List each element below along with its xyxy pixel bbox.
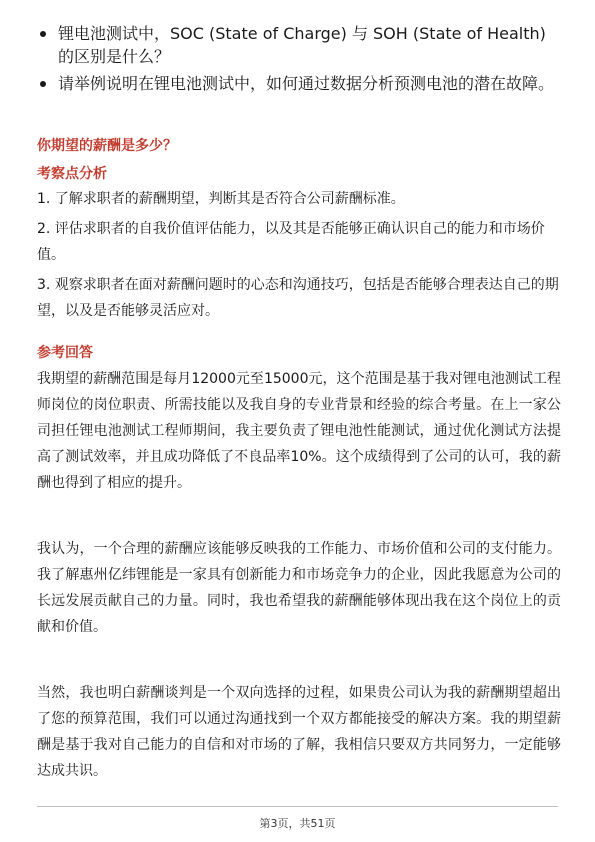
point-item: 1. 了解求职者的薪酬期望，判断其是否符合公司薪酬标准。 [37, 191, 405, 207]
bullet-dot-icon [40, 81, 46, 87]
answer-paragraph: 我期望的薪酬范围是每月12000元至15000元，这个范围是基于我对锂电池测试工程师岗位的岗位职责、所需技能以及我自身的专业背景和经验的综合考量。在上一家公司担任锂电池测试工程师期间，我主要负责了锂电池性能测试，通过优化测试方法提高了测试效率，并且成功降低了不良品率10%。这个成绩得到了公司的认可，我的薪酬也得到了相应的提升。 [37, 371, 561, 491]
bullet-text: 锂电池测试中，SOC (State of Charge) 与 SOH (State of Health) 的区别是什么？ [58, 24, 546, 66]
points-heading: 考察点分析 [37, 166, 107, 182]
answer-heading: 参考回答 [37, 345, 93, 361]
answer-paragraph: 我认为，一个合理的薪酬应该能够反映我的工作能力、市场价值和公司的支付能力。我了解惠州亿纬锂能是一家具有创新能力和市场竞争力的企业，因此我愿意为公司的长远发展贡献自己的力量。同时，我也希望我的薪酬能够体现出我在这个岗位上的贡献和价值。 [37, 541, 561, 635]
answer-paragraph: 当然，我也明白薪酬谈判是一个双向选择的过程，如果贵公司认为我的薪酬期望超出了您的预算范围，我们可以通过沟通找到一个双方都能接受的解决方案。我的期望薪酬是基于我对自己能力的自信和对市场的了解，我相信只要双方共同努力，一定能够达成共识。 [37, 685, 561, 779]
bullet-item [37, 72, 563, 95]
point-item: 2. 评估求职者的自我价值评估能力，以及其是否能够正确认识自己的能力和市场价值。 [37, 221, 545, 263]
bullet-dot-icon [40, 31, 46, 37]
question-title: 你期望的薪酬是多少？ [37, 138, 177, 154]
bullet-text: 请举例说明在锂电池测试中，如何通过数据分析预测电池的潜在故障。 [58, 74, 555, 93]
page-number: 第3页，共51页 [259, 817, 336, 830]
bullet-item [37, 22, 563, 68]
question-bullet-list [37, 22, 563, 99]
point-item: 3. 观察求职者在面对薪酬问题时的心态和沟通技巧，包括是否能够合理表达自己的期望，以及是否能够灵活应对。 [37, 277, 559, 319]
footer-divider [37, 806, 558, 807]
